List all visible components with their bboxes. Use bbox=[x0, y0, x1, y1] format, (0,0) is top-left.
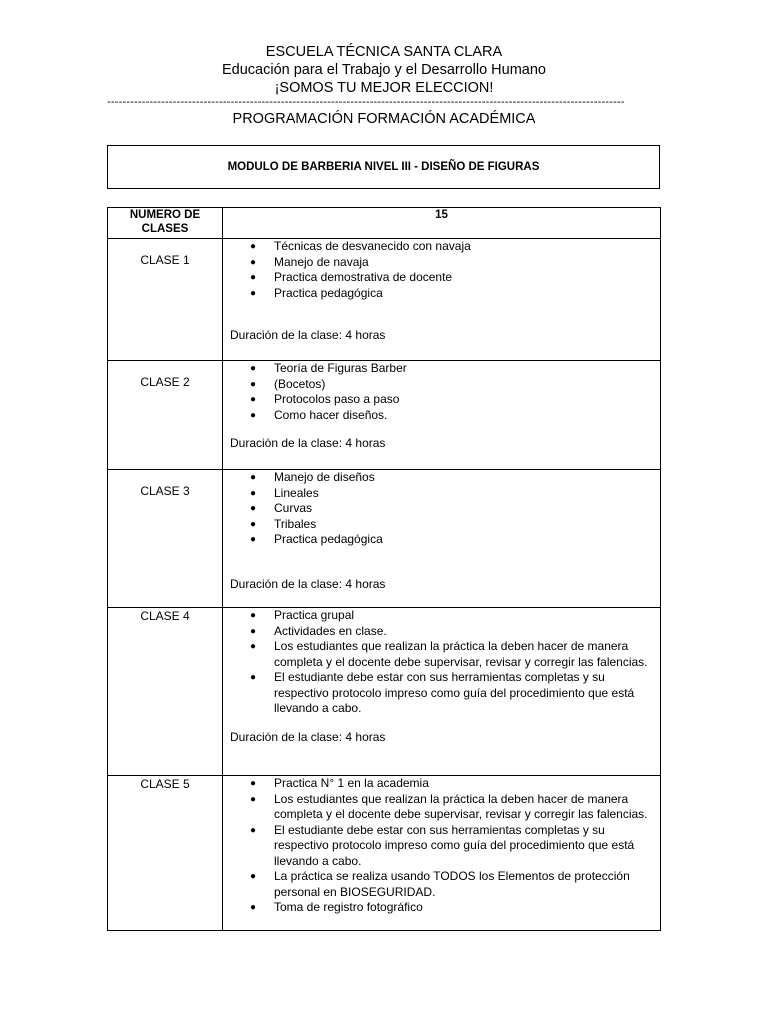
list-item: ● Practica pedagógica bbox=[250, 285, 383, 300]
list-item: ● La práctica se realiza usando TODOS los Elementos de protección personal en BIOSEGURIDAD. bbox=[250, 869, 630, 899]
list-item: ● Protocolos paso a paso bbox=[250, 392, 400, 406]
bullet-icon: ● bbox=[250, 394, 257, 405]
class-item-list bbox=[223, 470, 660, 548]
table-row bbox=[108, 608, 661, 776]
class-label-cell bbox=[108, 470, 223, 608]
header-label-cell bbox=[108, 208, 223, 239]
school-slogan: ¡SOMOS TU MEJOR ELECCION! bbox=[274, 80, 494, 96]
dashed-separator: -------------------------------------------------------------------------------------------------------------------------------------- bbox=[107, 96, 625, 108]
bullet-icon: ● bbox=[250, 256, 257, 268]
bullet-icon: ● bbox=[250, 409, 257, 421]
header-value-cell bbox=[223, 208, 661, 239]
bullet-icon: ● bbox=[250, 363, 257, 374]
class-label: CLASE 2 bbox=[140, 375, 190, 389]
table-row bbox=[108, 776, 661, 931]
module-title-box bbox=[107, 145, 660, 189]
bullet-icon: ● bbox=[250, 534, 257, 545]
class-item-list bbox=[223, 239, 660, 301]
list-item: ● Practica demostrativa de docente bbox=[250, 270, 453, 284]
class-content-cell bbox=[223, 239, 661, 361]
class-content-cell bbox=[223, 608, 661, 776]
bullet-icon: ● bbox=[250, 625, 257, 637]
bullet-icon: ● bbox=[250, 778, 257, 789]
list-item: ● Manejo de diseños bbox=[250, 470, 375, 484]
class-label-cell bbox=[108, 776, 223, 931]
list-item: ● Como hacer diseños. bbox=[250, 407, 388, 422]
table-row bbox=[108, 470, 661, 608]
list-item: ● (Bocetos) bbox=[250, 376, 326, 391]
list-item: ● Técnicas de desvanecido con navaja bbox=[250, 239, 471, 253]
table-header-row bbox=[108, 208, 661, 239]
class-content-cell bbox=[223, 470, 661, 608]
module-title: MODULO DE BARBERIA NIVEL III - DISEÑO DE FIGURAS bbox=[227, 161, 540, 173]
class-duration: Duración de la clase: 4 horas bbox=[230, 436, 386, 450]
class-duration: Duración de la clase: 4 horas bbox=[230, 576, 386, 591]
class-item-list bbox=[223, 361, 660, 423]
list-item: ● Teoría de Figuras Barber bbox=[250, 361, 407, 375]
bullet-icon: ● bbox=[250, 610, 257, 621]
bullet-icon: ● bbox=[250, 672, 257, 683]
list-item: ● Lineales bbox=[250, 485, 319, 500]
bullet-icon: ● bbox=[250, 472, 257, 483]
bullet-icon: ● bbox=[250, 378, 257, 390]
bullet-icon: ● bbox=[250, 287, 257, 299]
class-duration: Duración de la clase: 4 horas bbox=[230, 328, 386, 342]
bullet-icon: ● bbox=[250, 824, 257, 836]
list-item: ● Tribales bbox=[250, 516, 317, 531]
bullet-icon: ● bbox=[250, 503, 257, 514]
bullet-icon: ● bbox=[250, 487, 257, 499]
table-row bbox=[108, 361, 661, 470]
bullet-icon: ● bbox=[250, 871, 257, 882]
list-item: ● Manejo de navaja bbox=[250, 254, 369, 269]
class-label-cell bbox=[108, 361, 223, 470]
list-item: ● Los estudiantes que realizan la práctica la deben hacer de manera completa y el docente debe supervisar, revisar y corregir las falencias. bbox=[250, 791, 648, 821]
class-label: CLASE 5 bbox=[140, 777, 190, 791]
list-item: ● Practica N° 1 en la academia bbox=[250, 776, 429, 790]
bullet-icon: ● bbox=[250, 641, 257, 652]
list-item: ● Los estudiantes que realizan la práctica la deben hacer de manera completa y el docente debe supervisar, revisar y corregir las falencias. bbox=[250, 639, 648, 669]
bullet-icon: ● bbox=[250, 793, 257, 805]
header-label: NUMERO DE CLASES bbox=[129, 209, 201, 235]
class-content-cell bbox=[223, 776, 661, 931]
classes-table bbox=[107, 207, 661, 931]
bullet-icon: ● bbox=[250, 241, 257, 252]
table-row bbox=[108, 239, 661, 361]
class-label-cell bbox=[108, 239, 223, 361]
bullet-icon: ● bbox=[250, 902, 257, 913]
list-item: ● El estudiante debe estar con sus herramientas completas y su respectivo protocolo impreso como guía del procedimiento que está llevando a cabo. bbox=[250, 822, 635, 868]
list-item: ● Practica pedagógica bbox=[250, 532, 383, 546]
class-label: CLASE 4 bbox=[140, 609, 190, 623]
list-item: ● El estudiante debe estar con sus herramientas completas y su respectivo protocolo impreso como guía del procedimiento que está llevando a cabo. bbox=[250, 670, 635, 715]
bullet-icon: ● bbox=[250, 272, 257, 283]
list-item: ● Toma de registro fotográfico bbox=[250, 900, 423, 914]
list-item: ● Curvas bbox=[250, 501, 313, 515]
class-label: CLASE 3 bbox=[140, 484, 190, 498]
header-value: 15 bbox=[435, 209, 448, 221]
class-item-list bbox=[223, 608, 660, 717]
class-duration: Duración de la clase: 4 horas bbox=[230, 729, 386, 744]
bullet-icon: ● bbox=[250, 518, 257, 530]
document-header bbox=[0, 43, 768, 97]
school-tagline: Educación para el Trabajo y el Desarrollo Humano bbox=[221, 62, 546, 78]
school-name: ESCUELA TÉCNICA SANTA CLARA bbox=[265, 44, 503, 60]
class-label-cell bbox=[108, 608, 223, 776]
class-content-cell bbox=[223, 361, 661, 470]
class-label: CLASE 1 bbox=[140, 253, 190, 267]
list-item: ● Practica grupal bbox=[250, 608, 355, 622]
class-item-list bbox=[223, 776, 660, 916]
list-item: ● Actividades en clase. bbox=[250, 623, 387, 638]
program-subtitle: PROGRAMACIÓN FORMACIÓN ACADÉMICA bbox=[232, 111, 536, 127]
